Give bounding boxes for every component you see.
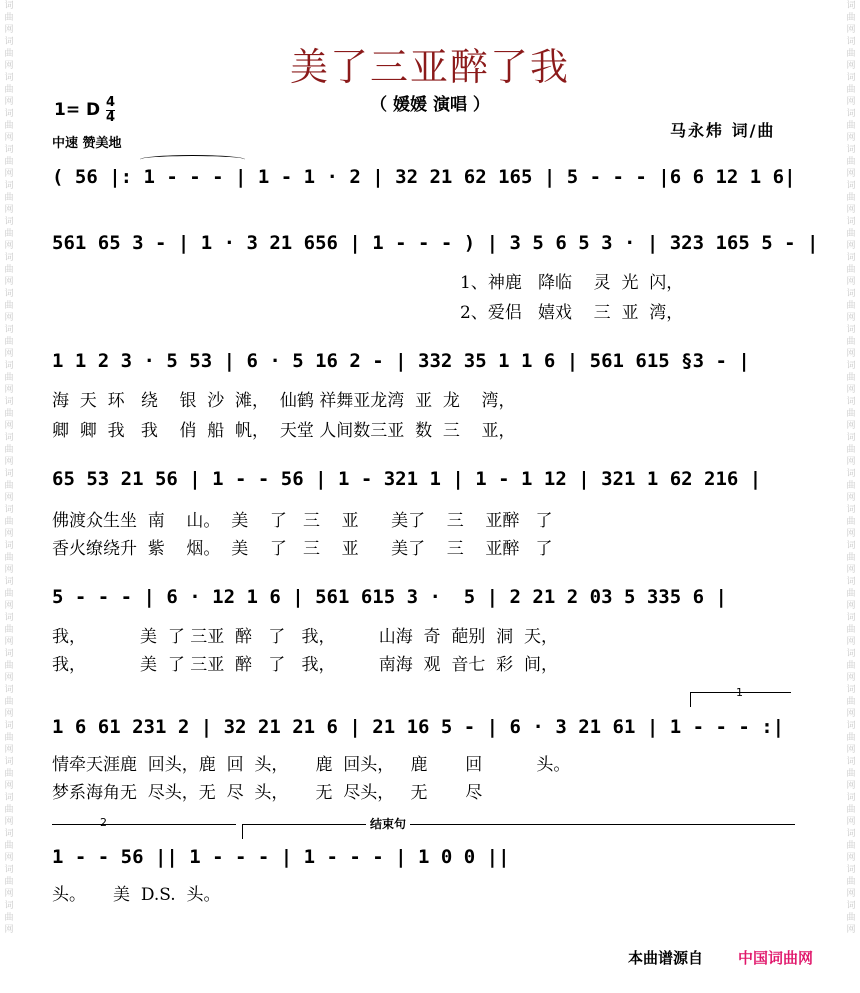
watermark-char: 词 bbox=[4, 577, 14, 587]
time-signature bbox=[106, 96, 115, 125]
watermark-char: 曲 bbox=[4, 697, 14, 707]
notation-line: 5 - - - | 6 · 12 1 6 | 561 615 3 · 5 | 2 21 2 03 5 335 6 | bbox=[52, 586, 727, 608]
watermark-char: 网 bbox=[4, 745, 14, 755]
watermark-char: 词 bbox=[846, 37, 856, 47]
watermark-char: 曲 bbox=[846, 733, 856, 743]
key-signature: 1= D bbox=[54, 100, 101, 120]
watermark-char: 网 bbox=[846, 709, 856, 719]
watermark-char: 曲 bbox=[846, 661, 856, 671]
watermark-char: 网 bbox=[4, 853, 14, 863]
watermark-char: 网 bbox=[846, 97, 856, 107]
watermark-char: 词 bbox=[4, 253, 14, 263]
time-sig-bottom: 4 bbox=[106, 110, 116, 125]
watermark-char: 曲 bbox=[4, 481, 14, 491]
watermark-char: 网 bbox=[846, 889, 856, 899]
watermark-char: 网 bbox=[846, 385, 856, 395]
watermark-char: 词 bbox=[846, 397, 856, 407]
watermark-char: 词 bbox=[4, 397, 14, 407]
watermark-char: 词 bbox=[4, 145, 14, 155]
watermark-char: 网 bbox=[4, 673, 14, 683]
watermark-char: 曲 bbox=[846, 121, 856, 131]
watermark-char: 网 bbox=[846, 781, 856, 791]
watermark-char: 词 bbox=[846, 325, 856, 335]
composer-credit: 马永炜 词/曲 bbox=[670, 121, 776, 140]
watermark-char: 曲 bbox=[846, 49, 856, 59]
watermark-char: 词 bbox=[846, 757, 856, 767]
ending-label: 结束句 bbox=[366, 815, 410, 832]
watermark-char: 曲 bbox=[846, 769, 856, 779]
watermark-char: 曲 bbox=[4, 445, 14, 455]
watermark-char: 曲 bbox=[4, 13, 14, 23]
watermark-char: 曲 bbox=[4, 85, 14, 95]
watermark-char: 网 bbox=[4, 817, 14, 827]
watermark-char: 网 bbox=[846, 25, 856, 35]
watermark-char: 网 bbox=[846, 133, 856, 143]
watermark-char: 词 bbox=[846, 1, 856, 11]
watermark-char: 词 bbox=[846, 469, 856, 479]
watermark-char: 网 bbox=[846, 421, 856, 431]
watermark-char: 词 bbox=[4, 541, 14, 551]
watermark-char: 曲 bbox=[846, 85, 856, 95]
watermark-char: 词 bbox=[846, 361, 856, 371]
watermark-char: 曲 bbox=[846, 301, 856, 311]
watermark-char: 网 bbox=[846, 673, 856, 683]
watermark-char: 网 bbox=[846, 529, 856, 539]
watermark-char: 词 bbox=[4, 505, 14, 515]
watermark-char: 曲 bbox=[4, 589, 14, 599]
watermark-char: 网 bbox=[846, 349, 856, 359]
lyric-line: 情牵天涯鹿 回头，鹿 回 头， 鹿 回头， 鹿 回 头。 bbox=[52, 755, 571, 775]
watermark-char: 网 bbox=[4, 277, 14, 287]
lyric-line: 2、爱侣 嬉戏 三 亚 湾， bbox=[460, 303, 684, 323]
watermark-char: 词 bbox=[4, 433, 14, 443]
notation-line: 65 53 21 56 | 1 - - 56 | 1 - 321 1 | 1 - 1 12 | 321 1 62 216 | bbox=[52, 468, 762, 490]
song-title: 美了三亚醉了我 bbox=[289, 45, 570, 89]
watermark-char: 词 bbox=[4, 73, 14, 83]
watermark-char: 网 bbox=[846, 205, 856, 215]
watermark-char: 网 bbox=[4, 529, 14, 539]
watermark-char: 曲 bbox=[846, 877, 856, 887]
watermark-char: 网 bbox=[4, 601, 14, 611]
notation-line: 1 6 61 231 2 | 32 21 21 6 | 21 16 5 - | 6 · 3 21 61 | 1 - - - :| bbox=[52, 716, 785, 738]
watermark-char: 曲 bbox=[846, 913, 856, 923]
watermark-char: 词 bbox=[846, 793, 856, 803]
watermark-char: 词 bbox=[4, 865, 14, 875]
watermark-char: 曲 bbox=[4, 805, 14, 815]
watermark-char: 词 bbox=[4, 37, 14, 47]
watermark-char: 网 bbox=[4, 349, 14, 359]
watermark-char: 曲 bbox=[4, 877, 14, 887]
watermark-char: 曲 bbox=[846, 373, 856, 383]
lyric-line: 梦系海角无 尽头，无 尽 头， 无 尽头， 无 尽 bbox=[52, 783, 483, 803]
watermark-char: 网 bbox=[4, 61, 14, 71]
watermark-char: 词 bbox=[4, 289, 14, 299]
watermark-char: 曲 bbox=[846, 193, 856, 203]
watermark-char: 词 bbox=[4, 829, 14, 839]
notation-line: 1 - - 56 || 1 - - - | 1 - - - | 1 0 0 || bbox=[52, 846, 510, 868]
volta-first-label: 1 bbox=[736, 686, 743, 699]
watermark-char: 网 bbox=[4, 313, 14, 323]
watermark-char: 词 bbox=[846, 289, 856, 299]
watermark-char: 网 bbox=[4, 133, 14, 143]
watermark-char: 网 bbox=[846, 601, 856, 611]
coda-bracket bbox=[242, 824, 795, 839]
watermark-char: 词 bbox=[4, 721, 14, 731]
watermark-char: 网 bbox=[846, 745, 856, 755]
watermark-char: 词 bbox=[846, 829, 856, 839]
watermark-right bbox=[842, 0, 860, 993]
singer-credit: （ 媛媛 演唱 ） bbox=[370, 95, 490, 115]
watermark-char: 曲 bbox=[4, 229, 14, 239]
notation-line: 561 65 3 - | 1 · 3 21 656 | 1 - - - ) | 3 5 6 5 3 · | 323 165 5 - | bbox=[52, 232, 819, 254]
lyric-line: 香火缭绕升 紫 烟。 美 了 三 亚 美了 三 亚醉 了 bbox=[52, 539, 553, 559]
watermark-char: 网 bbox=[846, 169, 856, 179]
watermark-char: 词 bbox=[4, 181, 14, 191]
watermark-char: 词 bbox=[846, 577, 856, 587]
watermark-char: 曲 bbox=[4, 265, 14, 275]
watermark-char: 曲 bbox=[4, 193, 14, 203]
watermark-char: 曲 bbox=[846, 13, 856, 23]
watermark-char: 曲 bbox=[846, 625, 856, 635]
watermark-char: 曲 bbox=[846, 553, 856, 563]
watermark-char: 网 bbox=[4, 493, 14, 503]
volta-second-label: 2 bbox=[100, 816, 107, 829]
watermark-char: 词 bbox=[4, 325, 14, 335]
watermark-char: 网 bbox=[4, 457, 14, 467]
lyric-line: 我， 美 了 三亚 醉 了 我， 南海 观 音七 彩 间， bbox=[52, 655, 558, 675]
watermark-char: 词 bbox=[846, 73, 856, 83]
watermark-char: 曲 bbox=[846, 337, 856, 347]
watermark-char: 曲 bbox=[4, 157, 14, 167]
watermark-char: 词 bbox=[4, 469, 14, 479]
watermark-char: 词 bbox=[4, 217, 14, 227]
watermark-char: 词 bbox=[4, 361, 14, 371]
watermark-char: 网 bbox=[4, 889, 14, 899]
watermark-char: 曲 bbox=[4, 517, 14, 527]
lyric-line: 1、神鹿 降临 灵 光 闪， bbox=[460, 273, 684, 293]
watermark-char: 曲 bbox=[4, 409, 14, 419]
watermark-char: 曲 bbox=[4, 769, 14, 779]
watermark-char: 曲 bbox=[846, 409, 856, 419]
watermark-char: 曲 bbox=[4, 661, 14, 671]
watermark-char: 网 bbox=[4, 169, 14, 179]
watermark-char: 词 bbox=[846, 721, 856, 731]
watermark-char: 曲 bbox=[4, 553, 14, 563]
lyric-line: 佛渡众生坐 南 山。 美 了 三 亚 美了 三 亚醉 了 bbox=[52, 511, 553, 531]
lyric-line: 海 天 环 绕 银 沙 滩， 仙鹤 祥舞亚龙湾 亚 龙 湾， bbox=[52, 391, 516, 411]
watermark-char: 曲 bbox=[846, 481, 856, 491]
source-site-link[interactable]: 中国词曲网 bbox=[738, 949, 814, 967]
watermark-char: 网 bbox=[846, 817, 856, 827]
watermark-char: 词 bbox=[4, 793, 14, 803]
watermark-char: 曲 bbox=[4, 841, 14, 851]
watermark-char: 曲 bbox=[4, 49, 14, 59]
watermark-char: 网 bbox=[4, 709, 14, 719]
volta-second bbox=[52, 824, 236, 839]
watermark-char: 词 bbox=[846, 613, 856, 623]
watermark-char: 曲 bbox=[4, 913, 14, 923]
watermark-char: 网 bbox=[4, 421, 14, 431]
watermark-char: 网 bbox=[846, 241, 856, 251]
watermark-char: 网 bbox=[4, 637, 14, 647]
tie-mark bbox=[140, 155, 245, 164]
watermark-char: 曲 bbox=[846, 841, 856, 851]
watermark-char: 曲 bbox=[4, 733, 14, 743]
watermark-char: 网 bbox=[4, 781, 14, 791]
watermark-char: 词 bbox=[846, 865, 856, 875]
watermark-left bbox=[0, 0, 18, 993]
lyric-line: 卿 卿 我 我 俏 船 帆， 天堂 人间数三亚 数 三 亚， bbox=[52, 421, 516, 441]
source-label: 本曲谱源自 bbox=[628, 949, 704, 967]
watermark-char: 曲 bbox=[846, 805, 856, 815]
watermark-char: 词 bbox=[4, 757, 14, 767]
watermark-char: 词 bbox=[846, 901, 856, 911]
lyric-line: 我， 美 了 三亚 醉 了 我， 山海 奇 葩别 洞 天， bbox=[52, 627, 558, 647]
watermark-char: 词 bbox=[846, 505, 856, 515]
watermark-char: 曲 bbox=[846, 445, 856, 455]
watermark-char: 词 bbox=[4, 1, 14, 11]
watermark-char: 网 bbox=[846, 493, 856, 503]
watermark-char: 词 bbox=[846, 253, 856, 263]
watermark-char: 曲 bbox=[846, 589, 856, 599]
watermark-char: 网 bbox=[846, 637, 856, 647]
watermark-char: 曲 bbox=[4, 337, 14, 347]
watermark-char: 词 bbox=[4, 649, 14, 659]
watermark-char: 曲 bbox=[846, 697, 856, 707]
watermark-char: 网 bbox=[4, 925, 14, 935]
watermark-char: 词 bbox=[4, 613, 14, 623]
tempo-marking: 中速 赞美地 bbox=[52, 136, 122, 151]
watermark-char: 曲 bbox=[846, 157, 856, 167]
notation-line: ( 56 |: 1 - - - | 1 - 1 · 2 | 32 21 62 165 | 5 - - - |6 6 12 1 6| bbox=[52, 166, 796, 188]
watermark-char: 曲 bbox=[4, 301, 14, 311]
watermark-char: 网 bbox=[4, 565, 14, 575]
watermark-char: 网 bbox=[846, 277, 856, 287]
watermark-char: 曲 bbox=[846, 517, 856, 527]
watermark-char: 网 bbox=[846, 853, 856, 863]
watermark-char: 词 bbox=[4, 109, 14, 119]
lyric-line: 头。 美 D.S. 头。 bbox=[52, 885, 221, 905]
watermark-char: 曲 bbox=[4, 625, 14, 635]
watermark-char: 网 bbox=[846, 925, 856, 935]
watermark-char: 网 bbox=[4, 385, 14, 395]
watermark-char: 网 bbox=[846, 565, 856, 575]
watermark-char: 词 bbox=[846, 109, 856, 119]
watermark-char: 网 bbox=[4, 97, 14, 107]
watermark-char: 曲 bbox=[4, 121, 14, 131]
watermark-char: 网 bbox=[846, 61, 856, 71]
watermark-char: 曲 bbox=[846, 265, 856, 275]
watermark-char: 词 bbox=[4, 901, 14, 911]
watermark-char: 网 bbox=[846, 457, 856, 467]
watermark-char: 词 bbox=[846, 649, 856, 659]
time-sig-top: 4 bbox=[106, 95, 116, 110]
watermark-char: 曲 bbox=[4, 373, 14, 383]
watermark-char: 词 bbox=[846, 541, 856, 551]
watermark-char: 词 bbox=[846, 181, 856, 191]
watermark-char: 曲 bbox=[846, 229, 856, 239]
watermark-char: 网 bbox=[4, 241, 14, 251]
watermark-char: 词 bbox=[846, 433, 856, 443]
watermark-char: 词 bbox=[846, 145, 856, 155]
watermark-char: 网 bbox=[4, 25, 14, 35]
watermark-char: 网 bbox=[4, 205, 14, 215]
watermark-char: 网 bbox=[846, 313, 856, 323]
watermark-char: 词 bbox=[846, 217, 856, 227]
notation-line: 1 1 2 3 · 5 53 | 6 · 5 16 2 - | 332 35 1 1 6 | 561 615 §3 - | bbox=[52, 350, 750, 372]
watermark-char: 词 bbox=[4, 685, 14, 695]
watermark-char: 词 bbox=[846, 685, 856, 695]
